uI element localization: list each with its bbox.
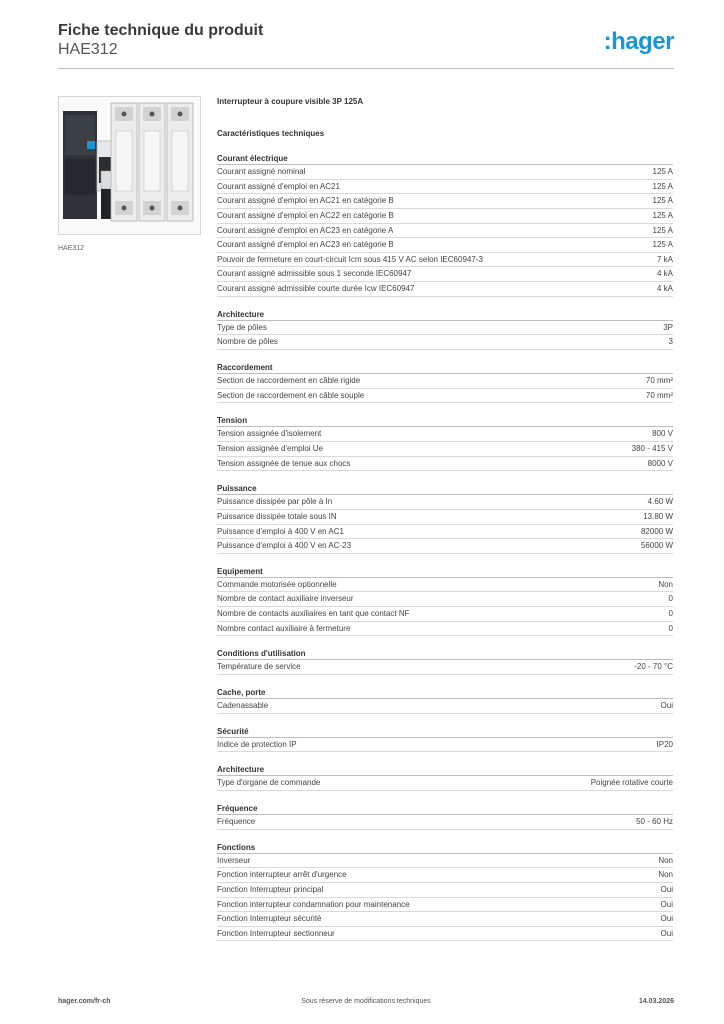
spec-label: Pouvoir de fermeture en court-circuit Icm sous 415 V AC selon IEC60947-3 [217, 254, 483, 264]
spec-value: Poignée rotative courte [590, 778, 673, 788]
spec-row [217, 815, 673, 830]
spec-section [217, 565, 673, 637]
spec-label: Tension assignée d'isolement [217, 429, 322, 439]
spec-label: Nombre de pôles [217, 337, 278, 347]
spec-label: Fonction Interrupteur sécurité [217, 914, 322, 924]
spec-row [217, 321, 673, 336]
spec-label: Fréquence [217, 816, 256, 826]
section-title: Fonctions [217, 841, 673, 854]
spec-label: Puissance d'emploi à 400 V en AC-23 [217, 541, 352, 551]
spec-section [217, 647, 673, 675]
spec-row [217, 927, 673, 942]
spec-value: 0 [668, 609, 673, 619]
spec-value: Non [658, 855, 673, 865]
spec-sections [217, 152, 673, 941]
spec-label: Nombre de contact auxiliaire inverseur [217, 594, 354, 604]
spec-value: 125 A [652, 225, 673, 235]
spec-row [217, 442, 673, 457]
switch-product-illustration [59, 97, 200, 234]
spec-row [217, 622, 673, 637]
spec-label: Fonction interrupteur condamnation pour maintenance [217, 899, 410, 909]
section-title: Fréquence [217, 802, 673, 815]
tech-characteristics-heading: Caractéristiques techniques [217, 129, 325, 138]
spec-value: Non [658, 870, 673, 880]
spec-value: Oui [660, 899, 673, 909]
spec-label: Indice de protection IP [217, 739, 297, 749]
spec-section [217, 482, 673, 554]
section-title: Architecture [217, 763, 673, 776]
spec-row [217, 578, 673, 593]
spec-row [217, 883, 673, 898]
spec-label: Courant assigné admissible courte durée Icw IEC60947 [217, 284, 415, 294]
spec-value: 7 kA [656, 254, 673, 264]
spec-value: 125 A [652, 196, 673, 206]
spec-value: 50 - 60 Hz [636, 816, 673, 826]
spec-section [217, 414, 673, 471]
spec-value: 70 mm² [645, 390, 673, 400]
page-footer [58, 998, 674, 1010]
spec-label: Courant assigné d'emploi en AC23 en catégorie A [217, 225, 394, 235]
spec-label: Puissance dissipée par pôle à In [217, 497, 333, 507]
spec-value: Oui [660, 884, 673, 894]
spec-label: Type de pôles [217, 322, 267, 332]
spec-row [217, 776, 673, 791]
spec-label: Courant assigné d'emploi en AC23 en catégorie B [217, 240, 394, 250]
spec-row [217, 238, 673, 253]
spec-row [217, 374, 673, 389]
spec-label: Nombre de contacts auxiliaires en tant que contact NF [217, 609, 410, 619]
spec-row [217, 457, 673, 472]
footer-date: 14.03.2026 [638, 998, 674, 1005]
hager-logo: :hager [603, 28, 674, 55]
spec-value: -20 - 70 °C [634, 662, 673, 672]
product-reference: HAE312 [58, 41, 118, 58]
spec-value: 800 V [652, 429, 673, 439]
spec-label: Courant assigné d'emploi en AC21 [217, 181, 340, 191]
spec-label: Commande motorisée optionnelle [217, 579, 337, 589]
spec-label: Courant assigné nominal [217, 167, 306, 176]
product-image [58, 96, 201, 235]
spec-value: 13.80 W [643, 511, 673, 521]
image-caption: HAE312 [58, 245, 85, 252]
spec-label: Courant assigné d'emploi en AC21 en catégorie B [217, 196, 394, 206]
section-title: Courant électrique [217, 152, 673, 165]
spec-section [217, 802, 673, 830]
section-title: Cache, porte [217, 686, 673, 699]
spec-label: Section de raccordement en câble souple [217, 390, 365, 400]
spec-value: 70 mm² [645, 376, 673, 386]
spec-value: 82000 W [640, 526, 673, 536]
spec-label: Température de service [217, 662, 301, 672]
spec-value: 56000 W [640, 541, 673, 551]
spec-section [217, 725, 673, 753]
spec-label: Puissance d'emploi à 400 V en AC1 [217, 526, 344, 536]
spec-value: 0 [668, 594, 673, 604]
spec-row [217, 165, 673, 180]
spec-value: 125 A [652, 210, 673, 220]
spec-row [217, 253, 673, 268]
spec-value: Oui [660, 701, 673, 711]
spec-label: Section de raccordement en câble rigide [217, 376, 361, 386]
spec-label: Courant assigné d'emploi en AC22 en catégorie B [217, 210, 394, 220]
spec-row [217, 854, 673, 869]
spec-label: Inverseur [217, 855, 251, 865]
spec-value: 8000 V [647, 458, 673, 468]
spec-value: 4 kA [656, 284, 673, 294]
spec-row [217, 912, 673, 927]
spec-section [217, 152, 673, 297]
spec-row [217, 607, 673, 622]
spec-value: Oui [660, 928, 673, 938]
spec-section [217, 361, 673, 403]
spec-label: Courant assigné admissible sous 1 seconde IEC60947 [217, 269, 412, 279]
spec-value: 3P [663, 322, 673, 332]
spec-section [217, 841, 673, 942]
section-title: Sécurité [217, 725, 673, 738]
spec-value: 380 - 415 V [631, 443, 673, 453]
spec-value: Non [658, 579, 673, 589]
spec-label: Tension assignée d'emploi Ue [217, 443, 324, 453]
header-divider [58, 68, 674, 69]
section-title: Tension [217, 414, 673, 427]
spec-value: IP20 [656, 739, 673, 749]
spec-label: Fonction Interrupteur sectionneur [217, 928, 335, 938]
spec-label: Tension assignée de tenue aux chocs [217, 458, 351, 468]
spec-row [217, 738, 673, 753]
spec-value: 125 A [652, 167, 673, 176]
section-title: Architecture [217, 308, 673, 321]
spec-label: Type d'organe de commande [217, 778, 321, 788]
footer-notice: Sous réserve de modifications techniques [301, 998, 431, 1005]
spec-row [217, 282, 673, 297]
spec-value: 4 kA [656, 269, 673, 279]
spec-row [217, 592, 673, 607]
spec-value: 0 [668, 623, 673, 633]
spec-label: Nombre contact auxiliaire à fermeture [217, 623, 351, 633]
spec-row [217, 267, 673, 282]
spec-section [217, 686, 673, 714]
spec-label: Puissance dissipée totale sous IN [217, 511, 337, 521]
section-title: Conditions d'utilisation [217, 647, 673, 660]
product-specifications [217, 97, 673, 952]
spec-row [217, 525, 673, 540]
page-title: Fiche technique du produit [58, 22, 264, 39]
section-title: Equipement [217, 565, 673, 578]
spec-row [217, 495, 673, 510]
section-title: Puissance [217, 482, 673, 495]
spec-row [217, 699, 673, 714]
spec-row [217, 224, 673, 239]
spec-label: Fonction interrupteur arrêt d'urgence [217, 870, 347, 880]
spec-label: Fonction Interrupteur principal [217, 884, 324, 894]
spec-row [217, 209, 673, 224]
spec-row [217, 868, 673, 883]
spec-value: 125 A [652, 240, 673, 250]
spec-value: Oui [660, 914, 673, 924]
spec-value: 125 A [652, 181, 673, 191]
spec-row [217, 510, 673, 525]
spec-row [217, 180, 673, 195]
product-name: Interrupteur à coupure visible 3P 125A [217, 97, 364, 106]
section-title: Raccordement [217, 361, 673, 374]
footer-website-link[interactable]: hager.com/fr-ch [58, 998, 111, 1005]
spec-row [217, 539, 673, 554]
spec-row [217, 389, 673, 404]
spec-section [217, 763, 673, 791]
spec-row [217, 660, 673, 675]
spec-row [217, 898, 673, 913]
spec-value: 4.60 W [647, 497, 673, 507]
spec-row [217, 335, 673, 350]
spec-row [217, 194, 673, 209]
spec-section [217, 308, 673, 350]
spec-row [217, 427, 673, 442]
spec-value: 3 [668, 337, 673, 347]
spec-label: Cadenassable [217, 701, 269, 711]
